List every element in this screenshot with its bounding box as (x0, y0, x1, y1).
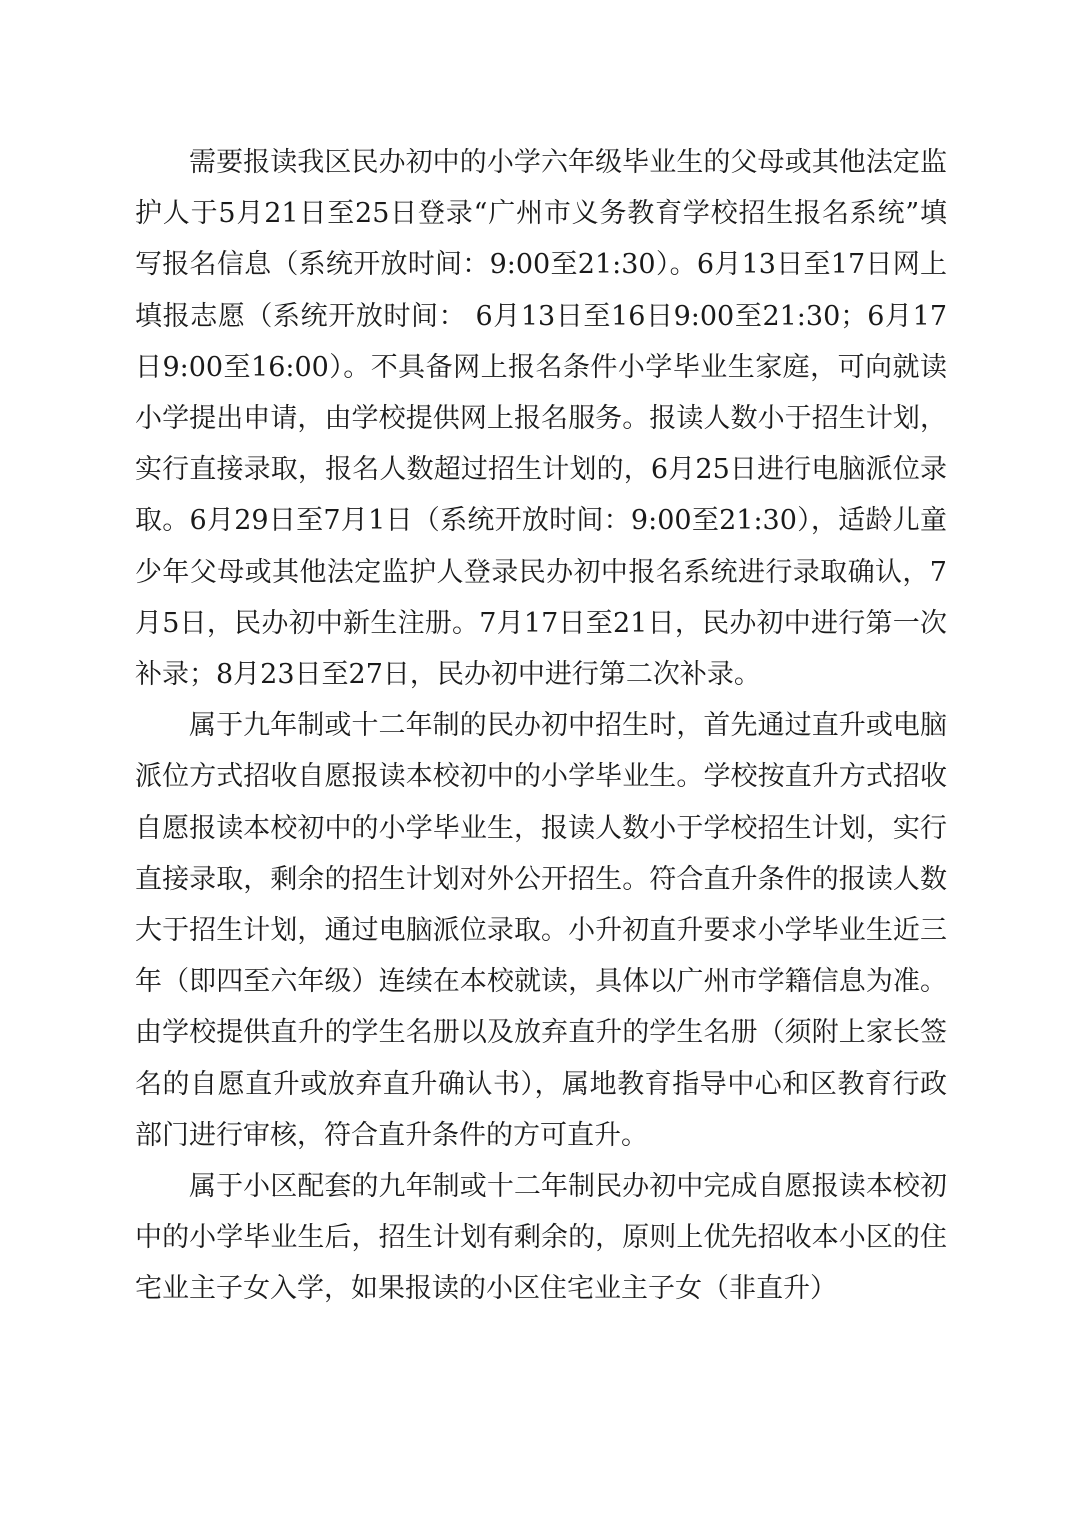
paragraph-community-priority: 属于小区配套的九年制或十二年制民办初中完成自愿报读本校初中的小学毕业生后，招生计划有剩余的，原则上优先招收本小区的住宅业主子女入学，如果报读的小区住宅业主子女（非直升） (135, 1171, 947, 1305)
paragraph-direct-promotion: 属于九年制或十二年制的民办初中招生时，首先通过直升或电脑派位方式招收自愿报读本校初中的小学毕业生。学校按直升方式招收自愿报读本校初中的小学毕业生，报读人数小于学校招生计划，实行直接录取，剩余的招生计划对外公开招生。符合直升条件的报读人数大于招生计划，通过电脑派位录取。小升初直升要求小学毕业生近三年（即四至六年级）连续在本校就读，具体以广州市学籍信息为准。由学校提供直升的学生名册以及放弃直升的学生名册（须附上家长签名的自愿直升或放弃直升确认书），属地教育指导中心和区教育行政部门进行审核，符合直升条件的方可直升。 (135, 710, 947, 1151)
document-body (135, 137, 947, 1315)
paragraph-enrollment-schedule: 需要报读我区民办初中的小学六年级毕业生的父母或其他法定监护人于5月21日至25日登录“广州市义务教育学校招生报名系统”填写报名信息（系统开放时间：9:00至21:30）。6月13日至17日网上填报志愿（系统开放时间： 6月13日至16日9:00至21:30；6月17日9:00至16:00）。不具备网上报名条件小学毕业生家庭，可向就读小学提出申请，由学校提供网上报名服务。报读人数小于招生计划，实行直接录取，报名人数超过招生计划的，6月25日进行电脑派位录取。6月29日至7月1日（系统开放时间：9:00至21:30），适龄儿童少年父母或其他法定监护人登录民办初中报名系统进行录取确认，7月5日，民办初中新生注册。7月17日至21日，民办初中进行第一次补录；8月23日至27日，民办初中进行第二次补录。 (135, 147, 947, 691)
